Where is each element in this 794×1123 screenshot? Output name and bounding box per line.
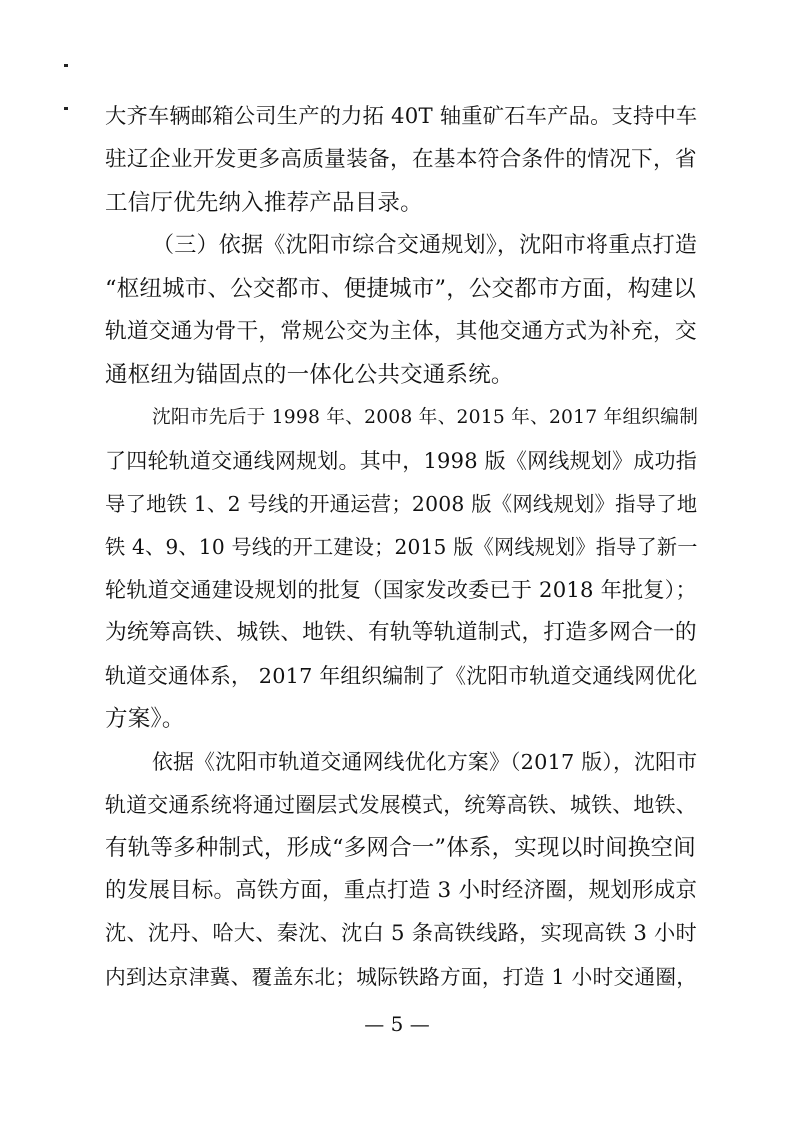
- text-line: 有轨等多种制式，形成“多网合一”体系，实现以时间换空间: [105, 835, 696, 861]
- text-line: （三）依据《沈阳市综合交通规划》，沈阳市将重点打造: [152, 233, 698, 258]
- page-number: — 5 —: [364, 1012, 430, 1036]
- text-line: 轨道交通系统将通过圈层式发展模式，统筹高铁、城铁、地铁、: [105, 793, 697, 817]
- text-line: 导了地铁 1、2 号线的开通运营；2008 版《网线规划》指导了地: [105, 492, 698, 516]
- text-line: 方案》。: [105, 706, 185, 732]
- text-line: 为统筹高铁、城铁、地铁、有轨等轨道制式，打造多网合一的: [105, 620, 697, 645]
- text-line: 通枢纽为锚固点的一体化公共交通系统。: [105, 362, 514, 388]
- text-line: 大齐车辆邮箱公司生产的力拓 40T 轴重矿石车产品。支持中车: [105, 104, 698, 129]
- text-line: 工信厅优先纳入推荐产品目录。: [105, 190, 423, 216]
- text-line: 内到达京津冀、覆盖东北；城际铁路方面，打造 1 小时交通圈，: [105, 965, 698, 989]
- text-line: “枢纽城市、公交都市、便捷城市”，公交都市方面，构建以: [105, 276, 696, 302]
- margin-mark: [64, 64, 68, 67]
- text-line: 铁 4、9、10 号线的开工建设；2015 版《网线规划》指导了新一: [105, 535, 698, 559]
- text-line: 依据《沈阳市轨道交通网线优化方案》（2017 版），沈阳市: [152, 750, 698, 774]
- text-line: 了四轮轨道交通线网规划。其中，1998 版《网线规划》成功指: [105, 448, 697, 473]
- text-line: 沈阳市先后于 1998 年、2008 年、2015 年、2017 年组织编制: [152, 407, 699, 428]
- text-line: 驻辽企业开发更多高质量装备，在基本符合条件的情况下，省: [105, 147, 697, 172]
- text-line: 轨道交通为骨干，常规公交为主体，其他交通方式为补充，交: [105, 319, 697, 344]
- text-line: 轨道交通体系， 2017 年组织编制了《沈阳市轨道交通线网优化: [105, 664, 698, 688]
- text-line: 轮轨道交通建设规划的批复（国家发改委已于 2018 年批复）；: [105, 577, 697, 602]
- text-line: 沈、沈丹、哈大、秦沈、沈白 5 条高铁线路，实现高铁 3 小时: [105, 921, 697, 946]
- margin-mark: [64, 107, 68, 110]
- text-line: 的发展目标。高铁方面，重点打造 3 小时经济圈，规划形成京: [105, 878, 698, 903]
